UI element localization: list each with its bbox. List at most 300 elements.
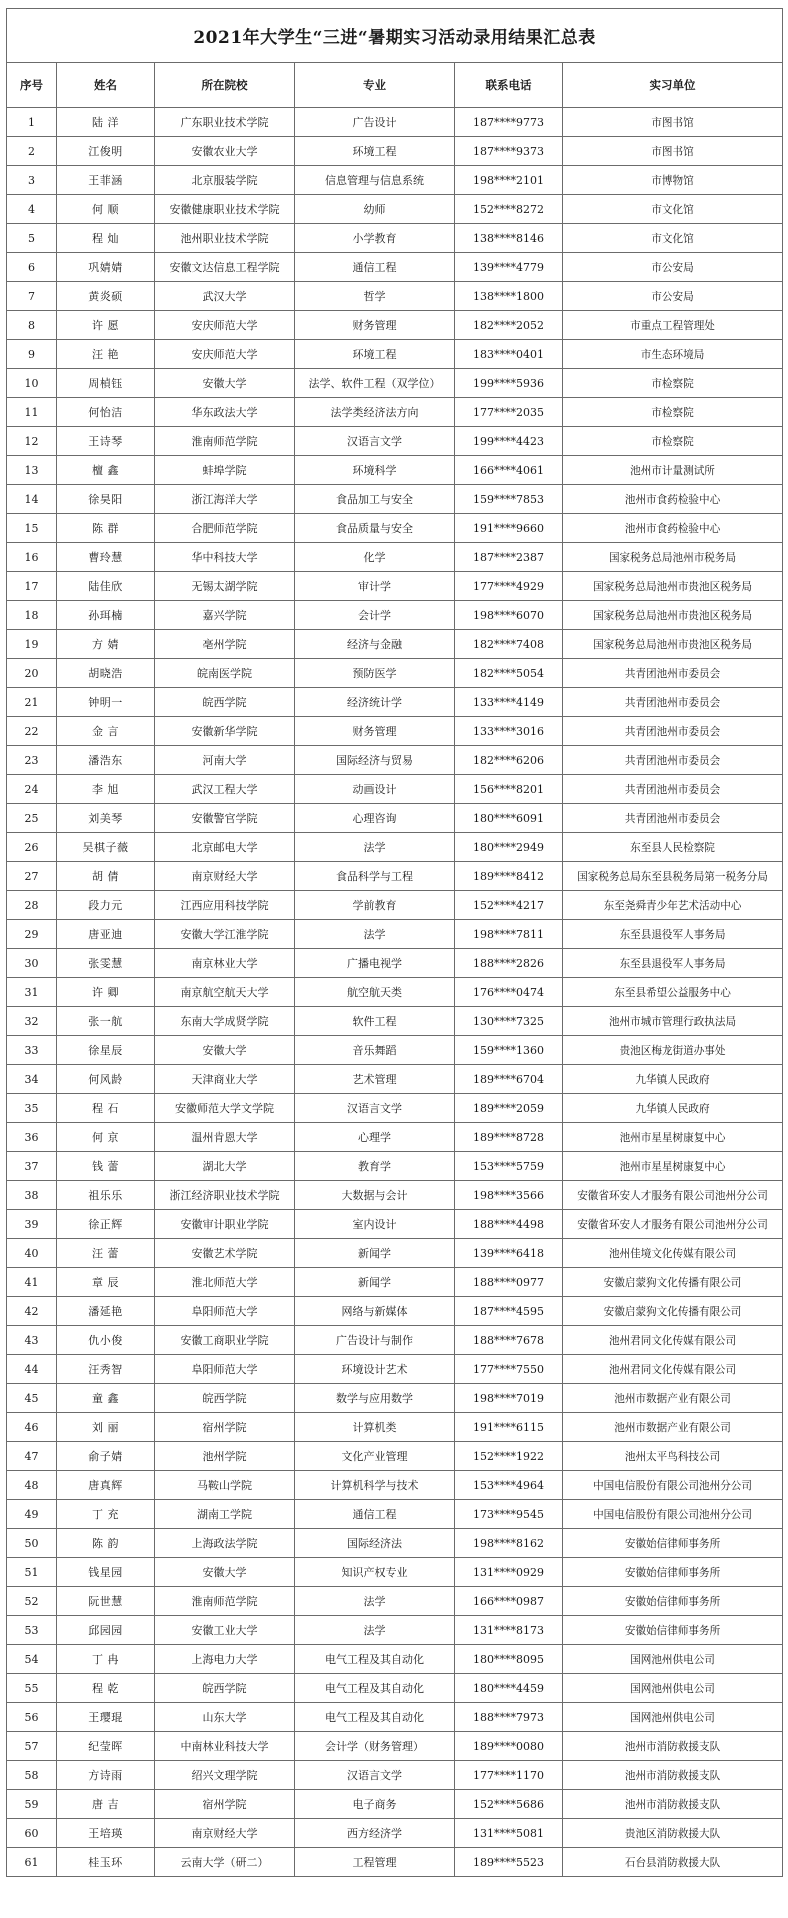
table-row — [7, 1616, 783, 1645]
cell-major: 法学 — [295, 1616, 455, 1645]
cell-major: 音乐舞蹈 — [295, 1036, 455, 1065]
header-major: 专业 — [295, 63, 455, 108]
cell-name: 段力元 — [57, 891, 155, 920]
cell-unit: 国家税务总局池州市税务局 — [563, 543, 783, 572]
cell-name: 钱 蕾 — [57, 1152, 155, 1181]
cell-school: 安徽农业大学 — [155, 137, 295, 166]
cell-school: 天津商业大学 — [155, 1065, 295, 1094]
cell-major: 通信工程 — [295, 1500, 455, 1529]
table-row — [7, 224, 783, 253]
cell-phone: 173****9545 — [455, 1500, 563, 1529]
cell-name: 吴棋子薇 — [57, 833, 155, 862]
cell-unit: 九华镇人民政府 — [563, 1094, 783, 1123]
cell-name: 汪 艳 — [57, 340, 155, 369]
cell-major: 财务管理 — [295, 717, 455, 746]
cell-school: 皖西学院 — [155, 1384, 295, 1413]
table-row — [7, 659, 783, 688]
cell-name: 陆 洋 — [57, 108, 155, 137]
cell-index: 49 — [7, 1500, 57, 1529]
cell-major: 会计学 — [295, 601, 455, 630]
cell-name: 唐真辉 — [57, 1471, 155, 1500]
cell-index: 3 — [7, 166, 57, 195]
cell-unit: 市博物馆 — [563, 166, 783, 195]
cell-phone: 139****6418 — [455, 1239, 563, 1268]
cell-major: 教育学 — [295, 1152, 455, 1181]
cell-index: 55 — [7, 1674, 57, 1703]
cell-index: 46 — [7, 1413, 57, 1442]
cell-index: 45 — [7, 1384, 57, 1413]
cell-major: 网络与新媒体 — [295, 1297, 455, 1326]
header-name: 姓名 — [57, 63, 155, 108]
cell-index: 34 — [7, 1065, 57, 1094]
cell-phone: 189****0080 — [455, 1732, 563, 1761]
cell-index: 59 — [7, 1790, 57, 1819]
cell-index: 13 — [7, 456, 57, 485]
table-row — [7, 775, 783, 804]
cell-major: 国际经济与贸易 — [295, 746, 455, 775]
cell-major: 食品加工与安全 — [295, 485, 455, 514]
table-row — [7, 398, 783, 427]
cell-phone: 177****7550 — [455, 1355, 563, 1384]
table-row — [7, 1761, 783, 1790]
cell-index: 12 — [7, 427, 57, 456]
header-phone: 联系电话 — [455, 63, 563, 108]
table-row — [7, 485, 783, 514]
cell-name: 许 卿 — [57, 978, 155, 1007]
cell-unit: 池州市消防救援支队 — [563, 1732, 783, 1761]
cell-unit: 池州君同文化传媒有限公司 — [563, 1326, 783, 1355]
cell-index: 37 — [7, 1152, 57, 1181]
cell-unit: 池州市消防救援支队 — [563, 1790, 783, 1819]
cell-school: 安徽大学江淮学院 — [155, 920, 295, 949]
cell-phone: 187****2387 — [455, 543, 563, 572]
cell-index: 19 — [7, 630, 57, 659]
cell-major: 法学类经济法方向 — [295, 398, 455, 427]
cell-name: 桂玉环 — [57, 1848, 155, 1877]
cell-index: 43 — [7, 1326, 57, 1355]
cell-unit: 市检察院 — [563, 369, 783, 398]
cell-phone: 138****1800 — [455, 282, 563, 311]
cell-name: 胡晓浩 — [57, 659, 155, 688]
table-row — [7, 311, 783, 340]
cell-school: 淮北师范大学 — [155, 1268, 295, 1297]
table-row — [7, 1210, 783, 1239]
cell-phone: 189****6704 — [455, 1065, 563, 1094]
table-row — [7, 1500, 783, 1529]
cell-school: 温州肯恩大学 — [155, 1123, 295, 1152]
cell-school: 安徽健康职业技术学院 — [155, 195, 295, 224]
cell-phone: 138****8146 — [455, 224, 563, 253]
cell-name: 孙珥楠 — [57, 601, 155, 630]
table-row — [7, 920, 783, 949]
cell-index: 10 — [7, 369, 57, 398]
cell-school: 安徽新华学院 — [155, 717, 295, 746]
table-row — [7, 1703, 783, 1732]
cell-unit: 共青团池州市委员会 — [563, 804, 783, 833]
cell-school: 广东职业技术学院 — [155, 108, 295, 137]
cell-phone: 183****0401 — [455, 340, 563, 369]
table-row — [7, 833, 783, 862]
cell-unit: 池州君同文化传媒有限公司 — [563, 1355, 783, 1384]
cell-phone: 131****5081 — [455, 1819, 563, 1848]
table-row — [7, 1094, 783, 1123]
cell-major: 经济统计学 — [295, 688, 455, 717]
cell-name: 王璎琨 — [57, 1703, 155, 1732]
cell-index: 31 — [7, 978, 57, 1007]
cell-index: 57 — [7, 1732, 57, 1761]
cell-phone: 131****8173 — [455, 1616, 563, 1645]
cell-phone: 199****4423 — [455, 427, 563, 456]
table-row — [7, 1007, 783, 1036]
cell-unit: 市图书馆 — [563, 137, 783, 166]
cell-phone: 166****0987 — [455, 1587, 563, 1616]
cell-school: 浙江海洋大学 — [155, 485, 295, 514]
cell-name: 何风龄 — [57, 1065, 155, 1094]
cell-school: 江西应用科技学院 — [155, 891, 295, 920]
cell-phone: 133****3016 — [455, 717, 563, 746]
cell-phone: 199****5936 — [455, 369, 563, 398]
cell-name: 胡 倩 — [57, 862, 155, 891]
cell-index: 7 — [7, 282, 57, 311]
cell-name: 刘美琴 — [57, 804, 155, 833]
table-row — [7, 1384, 783, 1413]
cell-school: 湖北大学 — [155, 1152, 295, 1181]
table-row — [7, 1471, 783, 1500]
table-row — [7, 1355, 783, 1384]
cell-unit: 中国电信股份有限公司池州分公司 — [563, 1471, 783, 1500]
cell-phone: 133****4149 — [455, 688, 563, 717]
cell-major: 电气工程及其自动化 — [295, 1703, 455, 1732]
cell-school: 上海电力大学 — [155, 1645, 295, 1674]
cell-name: 张一航 — [57, 1007, 155, 1036]
table-row — [7, 1239, 783, 1268]
table-row — [7, 862, 783, 891]
table-row — [7, 978, 783, 1007]
cell-school: 山东大学 — [155, 1703, 295, 1732]
cell-major: 广播电视学 — [295, 949, 455, 978]
header-unit: 实习单位 — [563, 63, 783, 108]
cell-name: 黄炎硕 — [57, 282, 155, 311]
cell-index: 33 — [7, 1036, 57, 1065]
cell-unit: 国家税务总局池州市贵池区税务局 — [563, 630, 783, 659]
cell-name: 汪秀智 — [57, 1355, 155, 1384]
cell-name: 何怡洁 — [57, 398, 155, 427]
table-row — [7, 166, 783, 195]
cell-school: 亳州学院 — [155, 630, 295, 659]
cell-name: 俞子婧 — [57, 1442, 155, 1471]
cell-index: 5 — [7, 224, 57, 253]
cell-major: 文化产业管理 — [295, 1442, 455, 1471]
cell-phone: 182****5054 — [455, 659, 563, 688]
cell-index: 28 — [7, 891, 57, 920]
cell-unit: 国网池州供电公司 — [563, 1645, 783, 1674]
cell-school: 云南大学（研二） — [155, 1848, 295, 1877]
cell-unit: 市文化馆 — [563, 195, 783, 224]
cell-name: 丁 充 — [57, 1500, 155, 1529]
table-row — [7, 601, 783, 630]
table-row — [7, 1645, 783, 1674]
cell-phone: 180****4459 — [455, 1674, 563, 1703]
cell-name: 金 言 — [57, 717, 155, 746]
table-row — [7, 1413, 783, 1442]
cell-major: 食品质量与安全 — [295, 514, 455, 543]
cell-school: 中南林业科技大学 — [155, 1732, 295, 1761]
cell-unit: 池州市星星树康复中心 — [563, 1123, 783, 1152]
table-row — [7, 1181, 783, 1210]
cell-school: 河南大学 — [155, 746, 295, 775]
table-row — [7, 630, 783, 659]
cell-phone: 198****7811 — [455, 920, 563, 949]
cell-major: 会计学（财务管理） — [295, 1732, 455, 1761]
cell-major: 电气工程及其自动化 — [295, 1674, 455, 1703]
cell-major: 环境工程 — [295, 340, 455, 369]
cell-phone: 198****6070 — [455, 601, 563, 630]
cell-unit: 国网池州供电公司 — [563, 1674, 783, 1703]
cell-school: 淮南师范学院 — [155, 1587, 295, 1616]
cell-unit: 市文化馆 — [563, 224, 783, 253]
cell-name: 方诗雨 — [57, 1761, 155, 1790]
cell-school: 北京服装学院 — [155, 166, 295, 195]
table-body — [7, 108, 783, 1877]
cell-phone: 131****0929 — [455, 1558, 563, 1587]
cell-phone: 177****1170 — [455, 1761, 563, 1790]
cell-major: 汉语言文学 — [295, 427, 455, 456]
cell-major: 动画设计 — [295, 775, 455, 804]
table-row — [7, 514, 783, 543]
cell-unit: 东至县希望公益服务中心 — [563, 978, 783, 1007]
cell-index: 8 — [7, 311, 57, 340]
cell-index: 27 — [7, 862, 57, 891]
cell-school: 皖南医学院 — [155, 659, 295, 688]
cell-phone: 189****8412 — [455, 862, 563, 891]
cell-unit: 安徽省环安人才服务有限公司池州分公司 — [563, 1181, 783, 1210]
cell-school: 池州职业技术学院 — [155, 224, 295, 253]
cell-school: 池州学院 — [155, 1442, 295, 1471]
cell-major: 计算机科学与技术 — [295, 1471, 455, 1500]
table-row — [7, 1674, 783, 1703]
cell-name: 江俊明 — [57, 137, 155, 166]
cell-major: 学前教育 — [295, 891, 455, 920]
cell-unit: 东至尧舜青少年艺术活动中心 — [563, 891, 783, 920]
cell-unit: 市生态环境局 — [563, 340, 783, 369]
cell-major: 软件工程 — [295, 1007, 455, 1036]
cell-unit: 国家税务总局池州市贵池区税务局 — [563, 572, 783, 601]
cell-phone: 187****9773 — [455, 108, 563, 137]
cell-major: 计算机类 — [295, 1413, 455, 1442]
cell-unit: 池州太平鸟科技公司 — [563, 1442, 783, 1471]
cell-name: 许 愿 — [57, 311, 155, 340]
table-row — [7, 1123, 783, 1152]
table-row — [7, 195, 783, 224]
table-row — [7, 108, 783, 137]
cell-school: 淮南师范学院 — [155, 427, 295, 456]
table-row — [7, 340, 783, 369]
cell-unit: 池州市消防救援支队 — [563, 1761, 783, 1790]
cell-phone: 139****4779 — [455, 253, 563, 282]
cell-major: 心理学 — [295, 1123, 455, 1152]
cell-unit: 安徽始信律师事务所 — [563, 1616, 783, 1645]
cell-major: 广告设计 — [295, 108, 455, 137]
cell-school: 绍兴文理学院 — [155, 1761, 295, 1790]
cell-index: 60 — [7, 1819, 57, 1848]
cell-major: 信息管理与信息系统 — [295, 166, 455, 195]
cell-index: 54 — [7, 1645, 57, 1674]
table-row — [7, 1065, 783, 1094]
cell-school: 华中科技大学 — [155, 543, 295, 572]
cell-major: 工程管理 — [295, 1848, 455, 1877]
cell-school: 安庆师范大学 — [155, 311, 295, 340]
cell-index: 4 — [7, 195, 57, 224]
cell-school: 安徽大学 — [155, 1558, 295, 1587]
cell-index: 24 — [7, 775, 57, 804]
cell-major: 汉语言文学 — [295, 1094, 455, 1123]
cell-name: 方 婧 — [57, 630, 155, 659]
table-row — [7, 1152, 783, 1181]
cell-name: 王诗琴 — [57, 427, 155, 456]
cell-phone: 180****6091 — [455, 804, 563, 833]
cell-school: 皖西学院 — [155, 688, 295, 717]
cell-phone: 153****5759 — [455, 1152, 563, 1181]
cell-unit: 池州市食药检验中心 — [563, 514, 783, 543]
cell-school: 嘉兴学院 — [155, 601, 295, 630]
cell-unit: 安徽省环安人才服务有限公司池州分公司 — [563, 1210, 783, 1239]
cell-name: 潘延艳 — [57, 1297, 155, 1326]
cell-name: 章 辰 — [57, 1268, 155, 1297]
cell-index: 15 — [7, 514, 57, 543]
cell-phone: 180****2949 — [455, 833, 563, 862]
cell-school: 华东政法大学 — [155, 398, 295, 427]
cell-index: 42 — [7, 1297, 57, 1326]
cell-phone: 189****8728 — [455, 1123, 563, 1152]
cell-name: 巩婧婧 — [57, 253, 155, 282]
cell-major: 法学、软件工程（双学位） — [295, 369, 455, 398]
cell-name: 何 京 — [57, 1123, 155, 1152]
cell-school: 安徽工业大学 — [155, 1616, 295, 1645]
cell-index: 21 — [7, 688, 57, 717]
cell-name: 何 顺 — [57, 195, 155, 224]
table-row — [7, 427, 783, 456]
cell-unit: 安徽启蒙狗文化传播有限公司 — [563, 1268, 783, 1297]
cell-unit: 共青团池州市委员会 — [563, 717, 783, 746]
table-row — [7, 369, 783, 398]
cell-unit: 安徽始信律师事务所 — [563, 1558, 783, 1587]
cell-phone: 152****5686 — [455, 1790, 563, 1819]
cell-phone: 191****9660 — [455, 514, 563, 543]
cell-name: 程 石 — [57, 1094, 155, 1123]
cell-school: 安徽文达信息工程学院 — [155, 253, 295, 282]
cell-phone: 159****1360 — [455, 1036, 563, 1065]
cell-name: 陈 群 — [57, 514, 155, 543]
cell-index: 44 — [7, 1355, 57, 1384]
cell-name: 曹玲慧 — [57, 543, 155, 572]
cell-major: 财务管理 — [295, 311, 455, 340]
cell-major: 经济与金融 — [295, 630, 455, 659]
cell-index: 16 — [7, 543, 57, 572]
cell-index: 36 — [7, 1123, 57, 1152]
cell-phone: 152****4217 — [455, 891, 563, 920]
cell-index: 29 — [7, 920, 57, 949]
cell-phone: 166****4061 — [455, 456, 563, 485]
cell-unit: 国网池州供电公司 — [563, 1703, 783, 1732]
table-row — [7, 1529, 783, 1558]
cell-unit: 共青团池州市委员会 — [563, 659, 783, 688]
cell-name: 丁 冉 — [57, 1645, 155, 1674]
cell-major: 新闻学 — [295, 1239, 455, 1268]
cell-unit: 市图书馆 — [563, 108, 783, 137]
cell-phone: 198****3566 — [455, 1181, 563, 1210]
table-row — [7, 746, 783, 775]
cell-major: 广告设计与制作 — [295, 1326, 455, 1355]
cell-major: 汉语言文学 — [295, 1761, 455, 1790]
cell-index: 22 — [7, 717, 57, 746]
cell-major: 化学 — [295, 543, 455, 572]
cell-school: 北京邮电大学 — [155, 833, 295, 862]
cell-unit: 安徽启蒙狗文化传播有限公司 — [563, 1297, 783, 1326]
cell-major: 预防医学 — [295, 659, 455, 688]
cell-unit: 中国电信股份有限公司池州分公司 — [563, 1500, 783, 1529]
results-table — [6, 8, 783, 1877]
cell-unit: 九华镇人民政府 — [563, 1065, 783, 1094]
cell-school: 无锡太湖学院 — [155, 572, 295, 601]
page-title: 2021年大学生“三进“暑期实习活动录用结果汇总表 — [7, 9, 783, 63]
cell-unit: 池州市食药检验中心 — [563, 485, 783, 514]
cell-name: 祖乐乐 — [57, 1181, 155, 1210]
cell-name: 童 鑫 — [57, 1384, 155, 1413]
cell-index: 47 — [7, 1442, 57, 1471]
cell-school: 合肥师范学院 — [155, 514, 295, 543]
cell-school: 阜阳师范大学 — [155, 1297, 295, 1326]
table-row — [7, 543, 783, 572]
cell-index: 30 — [7, 949, 57, 978]
cell-school: 蚌埠学院 — [155, 456, 295, 485]
cell-name: 周楨钰 — [57, 369, 155, 398]
cell-major: 环境设计艺术 — [295, 1355, 455, 1384]
cell-phone: 187****4595 — [455, 1297, 563, 1326]
cell-unit: 安徽始信律师事务所 — [563, 1587, 783, 1616]
cell-major: 幼师 — [295, 195, 455, 224]
cell-major: 电子商务 — [295, 1790, 455, 1819]
cell-school: 安徽大学 — [155, 1036, 295, 1065]
cell-index: 6 — [7, 253, 57, 282]
cell-index: 35 — [7, 1094, 57, 1123]
table-row — [7, 1326, 783, 1355]
cell-name: 仇小俊 — [57, 1326, 155, 1355]
cell-index: 20 — [7, 659, 57, 688]
cell-name: 徐昊阳 — [57, 485, 155, 514]
cell-name: 程 乾 — [57, 1674, 155, 1703]
cell-major: 数学与应用数学 — [295, 1384, 455, 1413]
table-row — [7, 1036, 783, 1065]
cell-unit: 池州市城市管理行政执法局 — [563, 1007, 783, 1036]
cell-unit: 东至县人民检察院 — [563, 833, 783, 862]
cell-unit: 国家税务总局东至县税务局第一税务分局 — [563, 862, 783, 891]
cell-phone: 177****2035 — [455, 398, 563, 427]
cell-name: 王培瑛 — [57, 1819, 155, 1848]
cell-major: 室内设计 — [295, 1210, 455, 1239]
table-row — [7, 1442, 783, 1471]
cell-major: 知识产权专业 — [295, 1558, 455, 1587]
cell-phone: 182****2052 — [455, 311, 563, 340]
table-row — [7, 1268, 783, 1297]
cell-index: 50 — [7, 1529, 57, 1558]
cell-index: 41 — [7, 1268, 57, 1297]
cell-phone: 180****8095 — [455, 1645, 563, 1674]
cell-major: 哲学 — [295, 282, 455, 311]
cell-index: 25 — [7, 804, 57, 833]
cell-unit: 贵池区梅龙街道办事处 — [563, 1036, 783, 1065]
cell-school: 安徽警官学院 — [155, 804, 295, 833]
cell-index: 14 — [7, 485, 57, 514]
